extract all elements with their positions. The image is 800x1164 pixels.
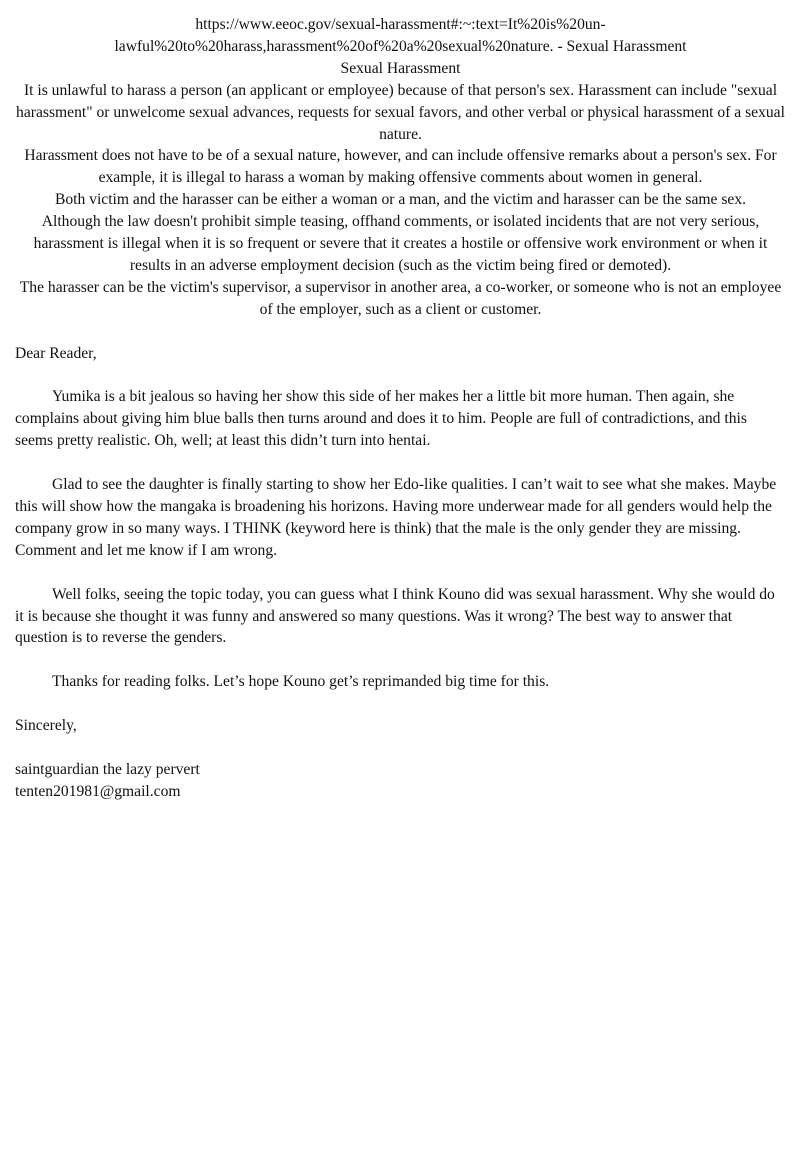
quote-paragraph: It is unlawful to harass a person (an applicant or employee) because of that person's sex. Harassment can include "sexual harassment" or unwelcome sexual advances, requests for sexual favors, and other verbal or physical harassment of a sexual nature. bbox=[16, 81, 785, 143]
quote-paragraph: Both victim and the harasser can be either a woman or a man, and the victim and harasser can be the same sex. bbox=[54, 191, 747, 209]
letter-paragraph: Well folks, seeing the topic today, you can guess what I think Kouno did was sexual harassment. Why she would do it is because she thought it was funny and answered so many questions. Was it wrong? The best way to answer that question is to reverse the genders. bbox=[15, 585, 775, 647]
letter-salutation: Dear Reader, bbox=[15, 344, 97, 362]
signature-email: tenten201981@gmail.com bbox=[15, 782, 181, 800]
letter-paragraph: Yumika is a bit jealous so having her show this side of her makes her a little bit more human. Then again, she complains about giving him blue balls then turns around and does it to him. People are full of contradictions, and this seems pretty realistic. Oh, well; at least this didn’t turn into hentai. bbox=[15, 388, 747, 450]
letter-closing: Sincerely, bbox=[15, 717, 77, 735]
letter-body bbox=[15, 343, 786, 803]
source-url-line: https://www.eeoc.gov/sexual-harassment#:~:text=It%20is%20un-lawful%20to%20harass,harassment%20of%20a%20sexual%20nature. - Sexual Harassment bbox=[114, 16, 687, 55]
letter-paragraph: Glad to see the daughter is finally starting to show her Edo-like qualities. I can’t wait to see what she makes. Maybe this will show how the mangaka is broadening his horizons. Having more underwear made for all genders would help the company grow in so many ways. I THINK (keyword here is think) that the male is the only gender they are missing. Comment and let me know if I am wrong. bbox=[15, 476, 777, 559]
signature-name: saintguardian the lazy pervert bbox=[15, 760, 200, 778]
quote-paragraph: Harassment does not have to be of a sexual nature, however, and can include offensive remarks about a person's sex. For example, it is illegal to harass a woman by making offensive comments about women in general. bbox=[24, 147, 777, 187]
letter-paragraph: Thanks for reading folks. Let’s hope Kouno get’s reprimanded big time for this. bbox=[52, 673, 550, 691]
quote-paragraph: The harasser can be the victim's supervisor, a supervisor in another area, a co-worker, or someone who is not an employee of the employer, such as a client or customer. bbox=[19, 278, 782, 318]
quote-paragraph: Although the law doesn't prohibit simple teasing, offhand comments, or isolated incidents that are not very serious, harassment is illegal when it is so frequent or severe that it creates a hostile or offensive work environment or when it results in an adverse employment decision (such as the victim being fired or demoted). bbox=[33, 213, 768, 274]
quoted-source-block bbox=[15, 14, 786, 321]
document-title: Sexual Harassment bbox=[340, 59, 461, 77]
